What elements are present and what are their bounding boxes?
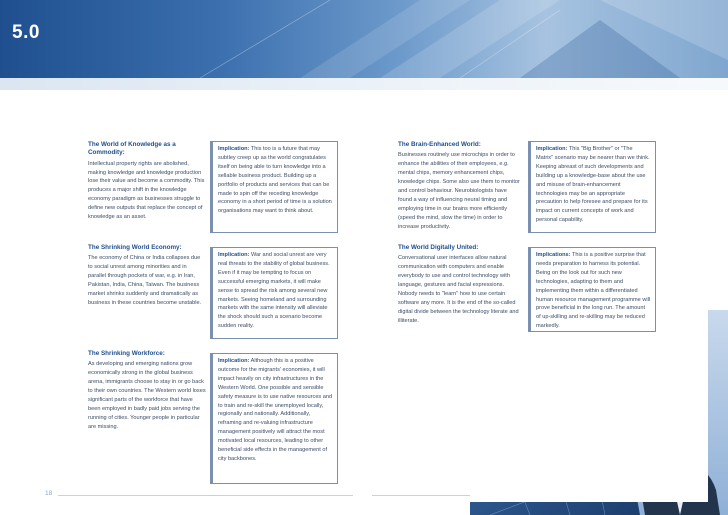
implication-text: This "Big Brother" or "The Matrix" scenario may be nearer than we think. Keeping abreast of such developments and building up a knowledge-base about the use and misuse of brain-enhancement technologies may be an appropriate precaution to help foresee and prepare for its impact on current concepts of work and personal capability.	[536, 146, 650, 224]
implication-label: Implication:	[536, 146, 568, 152]
implication-box-shrinking-economy	[210, 247, 338, 339]
implication-label: Implication:	[218, 252, 250, 258]
banner-underlay	[0, 78, 728, 90]
section-knowledge	[88, 141, 206, 222]
implication-text: War and social unrest are very real threats to the stability of global business. Even if it may be tempting to focus on successful emerging markets, it will make sense to spread the risk among several new markets. Seeing homeland and surrounding markets with the same intensity will alleviate the shock should such a scenario become sudden reality.	[218, 252, 330, 330]
footer-rule-left	[58, 495, 353, 496]
banner-graphic	[0, 0, 728, 78]
implication-text: Although this is a positive outcome for the migrants' economies, it will impact heavily on city infrastructures in the Western World. One possible and sensible safety measure is to use native resources and to train and re-skill the unemployed locally, regionally and nationally. Additionally, reframing and re-valuing infrastructure management positively will attract the most motivated local resources, leading to other beneficial side effects in the management of city backbones.	[218, 358, 333, 462]
implication-box-knowledge	[210, 141, 338, 233]
page-number-right: 19	[676, 490, 684, 497]
section-heading: The World of Knowledge as a Commodity:	[88, 141, 176, 157]
page-number-left: 18	[45, 490, 53, 497]
section-body: Intellectual property rights are abolished, making knowledge and knowledge production lose their value and become a commodity. This produces a major shift in the knowledge economy paradigm as businesses struggle to define new outputs that replace the concept of knowledge as an asset.	[88, 160, 205, 221]
implication-box-brain-enhanced	[528, 141, 656, 233]
header-banner	[0, 0, 728, 78]
section-heading: The Shrinking World Economy:	[88, 244, 182, 251]
implication-box-workforce	[210, 353, 338, 484]
section-brain-enhanced	[398, 141, 522, 231]
implication-text: This too is a future that may subtley creep up as the world congratulates itself on being able to turn knowledge into a sellable business product. Building up a portfolio of products and services that can be made to spin off the receding knowledge economy in a short period of time is a solution organisations may want to think about.	[218, 146, 332, 215]
implication-text: This is a positive surprise that needs preparation to harness its potential. Being on the look out for such new technologies, adapting to them and implementing them within a differentiated human resource management programme will prove beneficial in the long run. The amount of up-skilling and re-skilling may be reduced markedly.	[536, 252, 651, 330]
section-workforce	[88, 350, 206, 432]
implication-label: Implication:	[218, 358, 250, 364]
implication-box-digitally-united	[528, 247, 656, 332]
footer-rule-right	[372, 495, 470, 496]
section-body: The economy of China or India collapses due to social unrest among minorities and in parallel through pockets of war, e.g. in Iran, Pakistan, India, China, Taiwan. The business market shrinks suddenly and dramatically as business in these countries become unstable.	[88, 255, 202, 306]
section-digitally-united	[398, 244, 522, 326]
section-body: Conversational user interfaces allow natural communication with computers and enable everybody to use and control technology with language, gestures and facial expressions. Nobody needs to "learn" how to use certain software any more. It is the end of the so-called digital divide between the technology literate and illiterate.	[398, 255, 519, 324]
section-shrinking-economy	[88, 244, 206, 308]
section-body: As developing and emerging nations grow economically strong in the global business arena, immigrants choose to stay in or go back to their own countries. The Western world loses significant parts of the workforce that have been employed in badly paid jobs serving the running of cities. Younger people in particular are missing.	[88, 361, 206, 430]
section-body: Businesses routinely use microchips in order to enhance the abilities of their employees, e.g. mental chips, memory enhancement chips, knowledge chips. Some also use them to monitor and control behaviour. Neurobiologists have found a way of influencing neural timing and employing time in our brains more efficiently (speed the mind, slow the time) in order to increase productivity.	[398, 152, 520, 230]
section-heading: The World Digitally United:	[398, 244, 479, 251]
section-heading: The Shrinking Workforce:	[88, 350, 165, 357]
section-heading: The Brain-Enhanced World:	[398, 141, 481, 148]
section-number: 5.0	[12, 22, 40, 43]
implication-label: Implication:	[218, 146, 250, 152]
implication-label: Implications:	[536, 252, 571, 258]
